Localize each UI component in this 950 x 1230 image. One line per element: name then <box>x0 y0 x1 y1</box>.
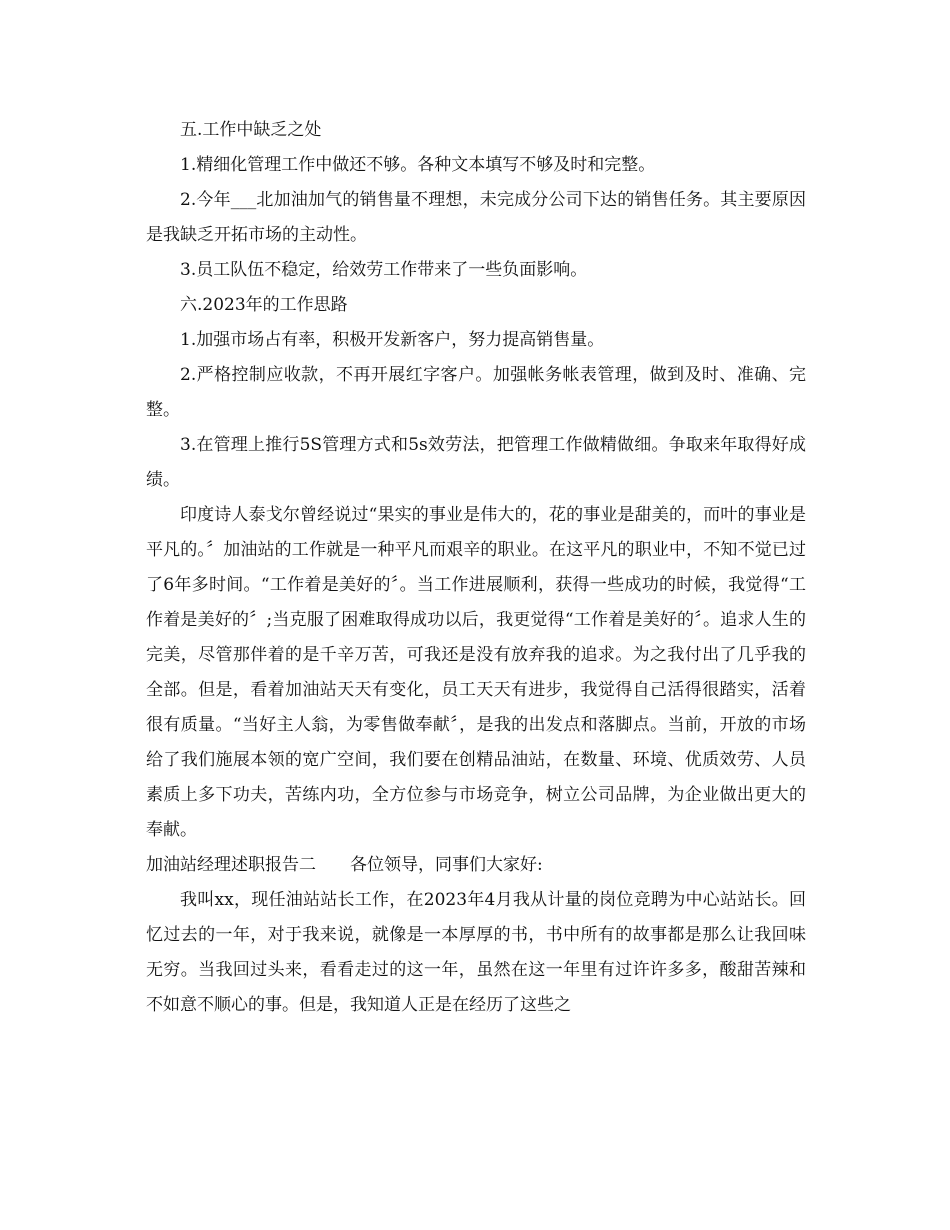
document-body <box>146 113 806 1023</box>
shortcoming-item-2: 2.今年___北加油加气的销售量不理想，未完成分公司下达的销售任务。其主要原因是我缺乏开拓市场的主动性。 <box>146 190 806 245</box>
report-two-title: 加油站经理述职报告二 各位领导，同事们大家好: <box>146 855 543 875</box>
closing-paragraph: 印度诗人泰戈尔曾经说过“果实的事业是伟大的，花的事业是甜美的，而叶的事业是平凡的。〞加油站的工作就是一种平凡而艰辛的职业。在这平凡的职业中，不知不觉已过了6年多时间。“工作着是美好的〞。当工作进展顺利，获得一些成功的时候，我觉得“工作着是美好的〞;当克服了困难取得成功以后，我更觉得“工作着是美好的〞。追求人生的完美，尽管那伴着的是千辛万苦，可我还是没有放弃我的追求。为之我付出了几乎我的全部。但是，看着加油站天天有变化，员工天天有进步，我觉得自己活得很踏实，活着很有质量。“当好主人翁，为零售做奉献〞，是我的出发点和落脚点。当前，开放的市场给了我们施展本领的宽广空间，我们要在创精品油站，在数量、环境、优质效劳、人员素质上多下功夫，苦练内功，全方位参与市场竞争，树立公司品牌，为企业做出更大的奉献。 <box>146 505 806 840</box>
section-heading-work-plan: 六.2023年的工作思路 <box>180 295 348 315</box>
shortcoming-item-3: 3.员工队伍不稳定，给效劳工作带来了一些负面影响。 <box>180 260 588 280</box>
report-two-intro-paragraph: 我叫xx，现任油站站长工作，在2023年4月我从计量的岗位竞聘为中心站站长。回忆过去的一年，对于我来说，就像是一本厚厚的书，书中所有的故事都是那么让我回味无穷。当我回过头来，看看走过的这一年，虽然在这一年里有过许许多多，酸甜苦辣和不如意不顺心的事。但是，我知道人正是在经历了这些之 <box>146 890 806 1015</box>
work-plan-item-3: 3.在管理上推行5S管理方式和5s效劳法，把管理工作做精做细。争取来年取得好成绩。 <box>146 435 806 490</box>
shortcoming-item-1: 1.精细化管理工作中做还不够。各种文本填写不够及时和完整。 <box>180 155 656 175</box>
section-heading-shortcomings: 五.工作中缺乏之处 <box>180 120 322 140</box>
work-plan-item-2: 2.严格控制应收款，不再开展红字客户。加强帐务帐表管理，做到及时、准确、完整。 <box>146 365 806 420</box>
work-plan-item-1: 1.加强市场占有率，积极开发新客户，努力提高销售量。 <box>180 330 605 350</box>
